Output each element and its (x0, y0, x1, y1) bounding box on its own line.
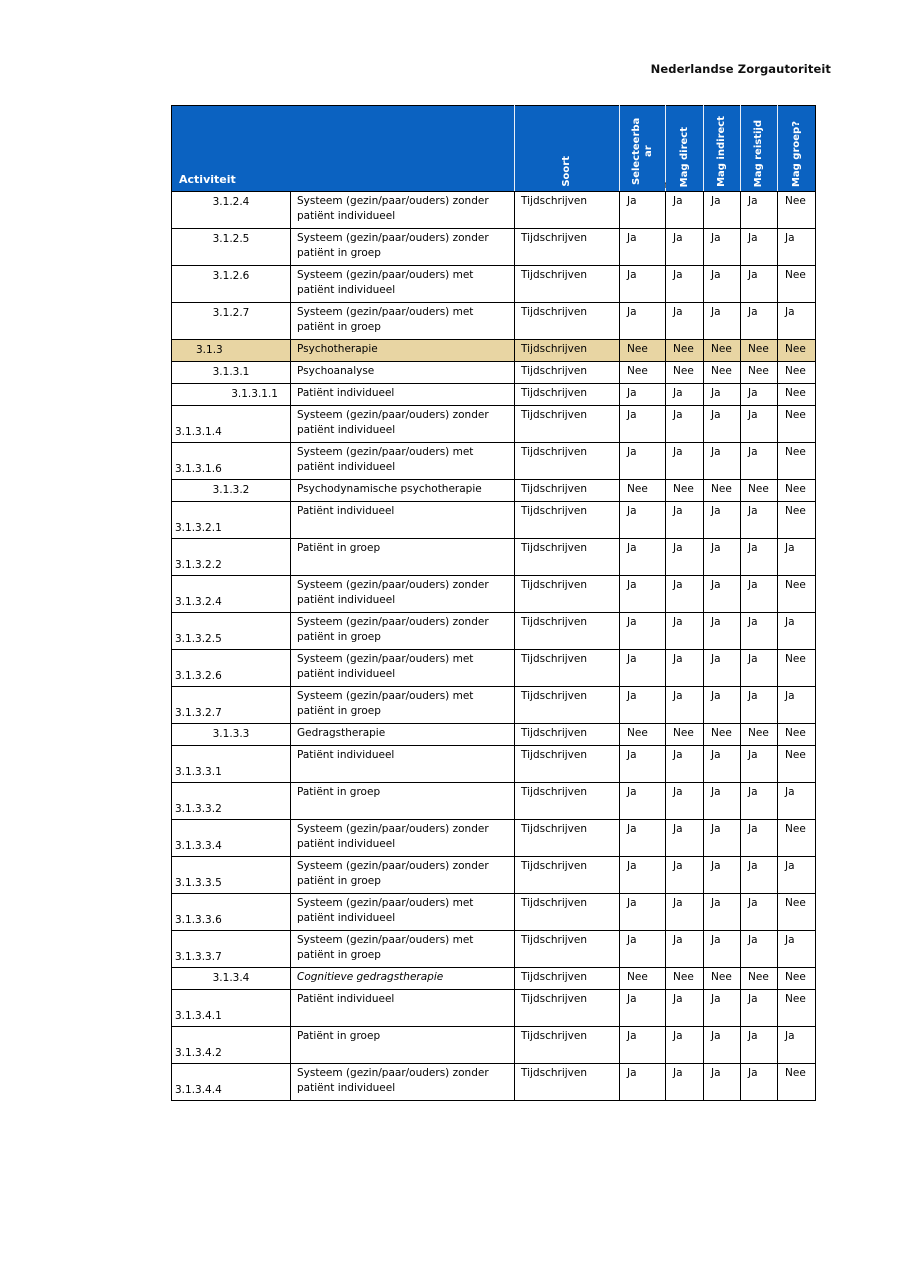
mag-groep-cell: Nee (778, 362, 816, 384)
mag-indirect-cell: Nee (704, 724, 741, 746)
mag-reistijd-cell: Ja (741, 303, 778, 340)
activity-description-cell: Gedragstherapie (291, 724, 515, 746)
activity-code-cell: 3.1.3.4.2 (172, 1027, 291, 1064)
mag-direct-cell: Ja (666, 613, 704, 650)
activity-description-cell: Systeem (gezin/paar/ouders) met patiënt in groep (291, 687, 515, 724)
selecteerbaar-cell: Ja (620, 687, 666, 724)
table-row (172, 406, 816, 443)
activity-code-cell: 3.1.2.7 (172, 303, 291, 340)
activity-description-cell: Systeem (gezin/paar/ouders) met patiënt in groep (291, 931, 515, 968)
mag-groep-cell: Ja (778, 687, 816, 724)
table-row (172, 362, 816, 384)
table-row (172, 724, 816, 746)
mag-direct-cell: Ja (666, 894, 704, 931)
mag-direct-cell: Ja (666, 687, 704, 724)
mag-groep-cell: Nee (778, 266, 816, 303)
mag-direct-cell: Ja (666, 229, 704, 266)
selecteerbaar-cell: Ja (620, 820, 666, 857)
table-row (172, 303, 816, 340)
mag-reistijd-cell: Ja (741, 1064, 778, 1101)
mag-indirect-cell: Ja (704, 990, 741, 1027)
activity-code-cell: 3.1.2.4 (172, 192, 291, 229)
soort-cell: Tijdschrijven (515, 990, 620, 1027)
mag-indirect-cell: Ja (704, 384, 741, 406)
mag-reistijd-cell: Ja (741, 820, 778, 857)
activity-code-cell: 3.1.3.2.2 (172, 539, 291, 576)
mag-reistijd-cell: Ja (741, 687, 778, 724)
activity-code-cell: 3.1.3 (172, 340, 291, 362)
mag-indirect-cell: Ja (704, 502, 741, 539)
mag-indirect-cell: Ja (704, 303, 741, 340)
column-header-mag-reistijd (741, 106, 778, 192)
activity-description-cell: Cognitieve gedragstherapie (291, 968, 515, 990)
activity-description-cell: Systeem (gezin/paar/ouders) zonder patiënt individueel (291, 576, 515, 613)
selecteerbaar-cell: Ja (620, 650, 666, 687)
mag-reistijd-cell: Ja (741, 894, 778, 931)
soort-cell: Tijdschrijven (515, 931, 620, 968)
mag-reistijd-cell: Ja (741, 406, 778, 443)
soort-cell: Tijdschrijven (515, 266, 620, 303)
mag-groep-cell: Ja (778, 229, 816, 266)
activity-code-cell: 3.1.2.5 (172, 229, 291, 266)
mag-reistijd-cell: Ja (741, 746, 778, 783)
mag-indirect-cell: Ja (704, 406, 741, 443)
mag-reistijd-cell: Ja (741, 266, 778, 303)
selecteerbaar-cell: Nee (620, 340, 666, 362)
activity-code-cell: 3.1.3.3.7 (172, 931, 291, 968)
selecteerbaar-cell: Nee (620, 724, 666, 746)
table-row (172, 576, 816, 613)
soort-cell: Tijdschrijven (515, 894, 620, 931)
selecteerbaar-cell: Nee (620, 362, 666, 384)
mag-indirect-cell: Nee (704, 968, 741, 990)
mag-groep-cell: Nee (778, 443, 816, 480)
soort-cell: Tijdschrijven (515, 229, 620, 266)
column-header-mag-groep (778, 106, 816, 192)
column-header-label: Selecteerbaar (630, 117, 654, 185)
mag-direct-cell: Ja (666, 443, 704, 480)
mag-reistijd-cell: Ja (741, 613, 778, 650)
activity-code-cell: 3.1.3.1 (172, 362, 291, 384)
selecteerbaar-cell: Ja (620, 406, 666, 443)
mag-direct-cell: Ja (666, 539, 704, 576)
mag-groep-cell: Ja (778, 1027, 816, 1064)
mag-groep-cell: Nee (778, 968, 816, 990)
activity-code-cell: 3.1.2.6 (172, 266, 291, 303)
selecteerbaar-cell: Ja (620, 1027, 666, 1064)
soort-cell: Tijdschrijven (515, 406, 620, 443)
mag-indirect-cell: Ja (704, 746, 741, 783)
mag-groep-cell: Nee (778, 990, 816, 1027)
mag-indirect-cell: Nee (704, 362, 741, 384)
table-row (172, 539, 816, 576)
selecteerbaar-cell: Ja (620, 857, 666, 894)
activity-description-cell: Patiënt in groep (291, 1027, 515, 1064)
mag-direct-cell: Ja (666, 266, 704, 303)
selecteerbaar-cell: Ja (620, 303, 666, 340)
soort-cell: Tijdschrijven (515, 362, 620, 384)
mag-direct-cell: Nee (666, 480, 704, 502)
table-row (172, 229, 816, 266)
mag-reistijd-cell: Ja (741, 990, 778, 1027)
soort-cell: Tijdschrijven (515, 303, 620, 340)
mag-reistijd-cell: Nee (741, 724, 778, 746)
mag-indirect-cell: Ja (704, 687, 741, 724)
mag-reistijd-cell: Ja (741, 1027, 778, 1064)
mag-reistijd-cell: Ja (741, 650, 778, 687)
activity-description-cell: Patiënt individueel (291, 990, 515, 1027)
activity-description-cell: Systeem (gezin/paar/ouders) met patiënt individueel (291, 443, 515, 480)
activity-description-cell: Systeem (gezin/paar/ouders) zonder patiënt individueel (291, 192, 515, 229)
soort-cell: Tijdschrijven (515, 192, 620, 229)
activity-code-cell: 3.1.3.3.1 (172, 746, 291, 783)
soort-cell: Tijdschrijven (515, 502, 620, 539)
mag-indirect-cell: Ja (704, 192, 741, 229)
activity-description-cell: Systeem (gezin/paar/ouders) zonder patiënt in groep (291, 229, 515, 266)
table-row (172, 894, 816, 931)
activity-description-cell: Systeem (gezin/paar/ouders) met patiënt in groep (291, 303, 515, 340)
mag-reistijd-cell: Ja (741, 229, 778, 266)
activity-description-cell: Systeem (gezin/paar/ouders) zonder patiënt in groep (291, 857, 515, 894)
selecteerbaar-cell: Ja (620, 1064, 666, 1101)
mag-reistijd-cell: Ja (741, 931, 778, 968)
activity-description-cell: Patiënt individueel (291, 502, 515, 539)
mag-direct-cell: Ja (666, 384, 704, 406)
mag-direct-cell: Ja (666, 502, 704, 539)
mag-groep-cell: Nee (778, 820, 816, 857)
activity-code-cell: 3.1.3.2.7 (172, 687, 291, 724)
mag-direct-cell: Ja (666, 931, 704, 968)
selecteerbaar-cell: Ja (620, 894, 666, 931)
soort-cell: Tijdschrijven (515, 576, 620, 613)
table-row (172, 857, 816, 894)
activity-code-cell: 3.1.3.4 (172, 968, 291, 990)
table-row (172, 192, 816, 229)
mag-groep-cell: Ja (778, 539, 816, 576)
selecteerbaar-cell: Ja (620, 539, 666, 576)
mag-groep-cell: Nee (778, 192, 816, 229)
mag-direct-cell: Ja (666, 1027, 704, 1064)
mag-reistijd-cell: Ja (741, 384, 778, 406)
activity-code-cell: 3.1.3.2.1 (172, 502, 291, 539)
column-header-label: Soort (561, 156, 573, 187)
table-row (172, 384, 816, 406)
activity-description-cell: Systeem (gezin/paar/ouders) met patiënt individueel (291, 650, 515, 687)
selecteerbaar-cell: Ja (620, 192, 666, 229)
mag-groep-cell: Nee (778, 406, 816, 443)
mag-reistijd-cell: Ja (741, 502, 778, 539)
activity-description-cell: Systeem (gezin/paar/ouders) zonder patiënt in groep (291, 613, 515, 650)
activity-code-cell: 3.1.3.1.4 (172, 406, 291, 443)
mag-groep-cell: Nee (778, 746, 816, 783)
mag-indirect-cell: Ja (704, 443, 741, 480)
mag-groep-cell: Nee (778, 384, 816, 406)
selecteerbaar-cell: Ja (620, 443, 666, 480)
mag-indirect-cell: Ja (704, 613, 741, 650)
activity-code-cell: 3.1.3.3.2 (172, 783, 291, 820)
mag-direct-cell: Nee (666, 362, 704, 384)
column-header-selecteerbaar (620, 106, 666, 192)
mag-direct-cell: Ja (666, 746, 704, 783)
table-row (172, 820, 816, 857)
column-header-mag-indirect (704, 106, 741, 192)
mag-direct-cell: Ja (666, 406, 704, 443)
selecteerbaar-cell: Ja (620, 746, 666, 783)
mag-indirect-cell: Ja (704, 820, 741, 857)
mag-indirect-cell: Ja (704, 857, 741, 894)
mag-reistijd-cell: Ja (741, 576, 778, 613)
soort-cell: Tijdschrijven (515, 724, 620, 746)
column-header-label: Mag direct (678, 126, 690, 187)
activity-description-cell: Patiënt individueel (291, 384, 515, 406)
soort-cell: Tijdschrijven (515, 746, 620, 783)
soort-cell: Tijdschrijven (515, 480, 620, 502)
column-header-activiteit (172, 106, 515, 192)
soort-cell: Tijdschrijven (515, 1064, 620, 1101)
activity-code-cell: 3.1.3.2.6 (172, 650, 291, 687)
activity-code-cell: 3.1.3.1.6 (172, 443, 291, 480)
table-row (172, 783, 816, 820)
mag-direct-cell: Ja (666, 990, 704, 1027)
selecteerbaar-cell: Ja (620, 266, 666, 303)
activity-code-cell: 3.1.3.4.4 (172, 1064, 291, 1101)
mag-indirect-cell: Nee (704, 480, 741, 502)
mag-reistijd-cell: Nee (741, 340, 778, 362)
mag-groep-cell: Nee (778, 894, 816, 931)
activity-description-cell: Psychoanalyse (291, 362, 515, 384)
activity-description-cell: Patiënt in groep (291, 783, 515, 820)
activity-description-cell: Patiënt in groep (291, 539, 515, 576)
activity-description-cell: Systeem (gezin/paar/ouders) zonder patiënt individueel (291, 406, 515, 443)
mag-groep-cell: Nee (778, 724, 816, 746)
column-header-label: Mag indirect (716, 116, 728, 187)
table-body (172, 192, 816, 1101)
mag-groep-cell: Nee (778, 340, 816, 362)
selecteerbaar-cell: Ja (620, 229, 666, 266)
table-row (172, 746, 816, 783)
table-row (172, 613, 816, 650)
mag-indirect-cell: Nee (704, 340, 741, 362)
mag-indirect-cell: Ja (704, 576, 741, 613)
page-title: Nederlandse Zorgautoriteit (650, 62, 831, 76)
column-header-label: Mag groep? (790, 120, 802, 187)
mag-groep-cell: Ja (778, 931, 816, 968)
soort-cell: Tijdschrijven (515, 857, 620, 894)
mag-direct-cell: Ja (666, 303, 704, 340)
activity-code-cell: 3.1.3.2.5 (172, 613, 291, 650)
mag-groep-cell: Nee (778, 650, 816, 687)
mag-indirect-cell: Ja (704, 229, 741, 266)
selecteerbaar-cell: Ja (620, 576, 666, 613)
activity-code-cell: 3.1.3.2.4 (172, 576, 291, 613)
table-row (172, 1027, 816, 1064)
soort-cell: Tijdschrijven (515, 968, 620, 990)
activity-code-cell: 3.1.3.3.6 (172, 894, 291, 931)
mag-direct-cell: Nee (666, 340, 704, 362)
mag-indirect-cell: Ja (704, 931, 741, 968)
mag-groep-cell: Ja (778, 613, 816, 650)
mag-reistijd-cell: Ja (741, 192, 778, 229)
mag-indirect-cell: Ja (704, 783, 741, 820)
soort-cell: Tijdschrijven (515, 650, 620, 687)
mag-groep-cell: Ja (778, 857, 816, 894)
table-row (172, 990, 816, 1027)
soort-cell: Tijdschrijven (515, 539, 620, 576)
mag-indirect-cell: Ja (704, 1027, 741, 1064)
selecteerbaar-cell: Ja (620, 613, 666, 650)
selecteerbaar-cell: Ja (620, 502, 666, 539)
column-header-label: Mag reistijd (753, 119, 765, 187)
soort-cell: Tijdschrijven (515, 783, 620, 820)
mag-direct-cell: Ja (666, 650, 704, 687)
mag-reistijd-cell: Ja (741, 857, 778, 894)
column-header-mag-direct (666, 106, 704, 192)
mag-indirect-cell: Ja (704, 539, 741, 576)
mag-direct-cell: Nee (666, 724, 704, 746)
activity-description-cell: Systeem (gezin/paar/ouders) met patiënt individueel (291, 894, 515, 931)
mag-groep-cell: Nee (778, 502, 816, 539)
column-header-label: Activiteit (179, 173, 236, 186)
mag-reistijd-cell: Nee (741, 480, 778, 502)
mag-direct-cell: Ja (666, 192, 704, 229)
table-row (172, 443, 816, 480)
mag-groep-cell: Nee (778, 576, 816, 613)
table-row (172, 1064, 816, 1101)
table-row (172, 340, 816, 362)
selecteerbaar-cell: Ja (620, 931, 666, 968)
column-header-soort (515, 106, 620, 192)
soort-cell: Tijdschrijven (515, 384, 620, 406)
mag-direct-cell: Ja (666, 820, 704, 857)
activity-code-cell: 3.1.3.4.1 (172, 990, 291, 1027)
mag-groep-cell: Ja (778, 783, 816, 820)
mag-groep-cell: Ja (778, 303, 816, 340)
selecteerbaar-cell: Nee (620, 480, 666, 502)
selecteerbaar-cell: Ja (620, 384, 666, 406)
soort-cell: Tijdschrijven (515, 687, 620, 724)
mag-direct-cell: Ja (666, 783, 704, 820)
mag-direct-cell: Nee (666, 968, 704, 990)
activity-description-cell: Psychotherapie (291, 340, 515, 362)
activity-description-cell: Systeem (gezin/paar/ouders) zonder patiënt individueel (291, 1064, 515, 1101)
table-row (172, 931, 816, 968)
mag-reistijd-cell: Nee (741, 362, 778, 384)
mag-reistijd-cell: Ja (741, 443, 778, 480)
mag-indirect-cell: Ja (704, 266, 741, 303)
table-row (172, 266, 816, 303)
selecteerbaar-cell: Nee (620, 968, 666, 990)
table-row (172, 968, 816, 990)
mag-direct-cell: Ja (666, 576, 704, 613)
table-row (172, 687, 816, 724)
activities-table (171, 105, 816, 1101)
mag-groep-cell: Nee (778, 480, 816, 502)
soort-cell: Tijdschrijven (515, 1027, 620, 1064)
mag-indirect-cell: Ja (704, 894, 741, 931)
mag-direct-cell: Ja (666, 1064, 704, 1101)
activity-description-cell: Psychodynamische psychotherapie (291, 480, 515, 502)
activity-code-cell: 3.1.3.1.1 (172, 384, 291, 406)
activity-code-cell: 3.1.3.3.5 (172, 857, 291, 894)
activity-description-cell: Systeem (gezin/paar/ouders) zonder patiënt individueel (291, 820, 515, 857)
mag-direct-cell: Ja (666, 857, 704, 894)
soort-cell: Tijdschrijven (515, 613, 620, 650)
mag-groep-cell: Nee (778, 1064, 816, 1101)
table-row (172, 480, 816, 502)
activity-code-cell: 3.1.3.3.4 (172, 820, 291, 857)
selecteerbaar-cell: Ja (620, 783, 666, 820)
activity-description-cell: Patiënt individueel (291, 746, 515, 783)
activity-code-cell: 3.1.3.3 (172, 724, 291, 746)
soort-cell: Tijdschrijven (515, 820, 620, 857)
soort-cell: Tijdschrijven (515, 340, 620, 362)
table-row (172, 502, 816, 539)
activity-description-cell: Systeem (gezin/paar/ouders) met patiënt individueel (291, 266, 515, 303)
mag-indirect-cell: Ja (704, 650, 741, 687)
header-row (172, 106, 816, 192)
soort-cell: Tijdschrijven (515, 443, 620, 480)
mag-indirect-cell: Ja (704, 1064, 741, 1101)
mag-reistijd-cell: Ja (741, 783, 778, 820)
selecteerbaar-cell: Ja (620, 990, 666, 1027)
table-row (172, 650, 816, 687)
mag-reistijd-cell: Ja (741, 539, 778, 576)
activity-code-cell: 3.1.3.2 (172, 480, 291, 502)
mag-reistijd-cell: Nee (741, 968, 778, 990)
